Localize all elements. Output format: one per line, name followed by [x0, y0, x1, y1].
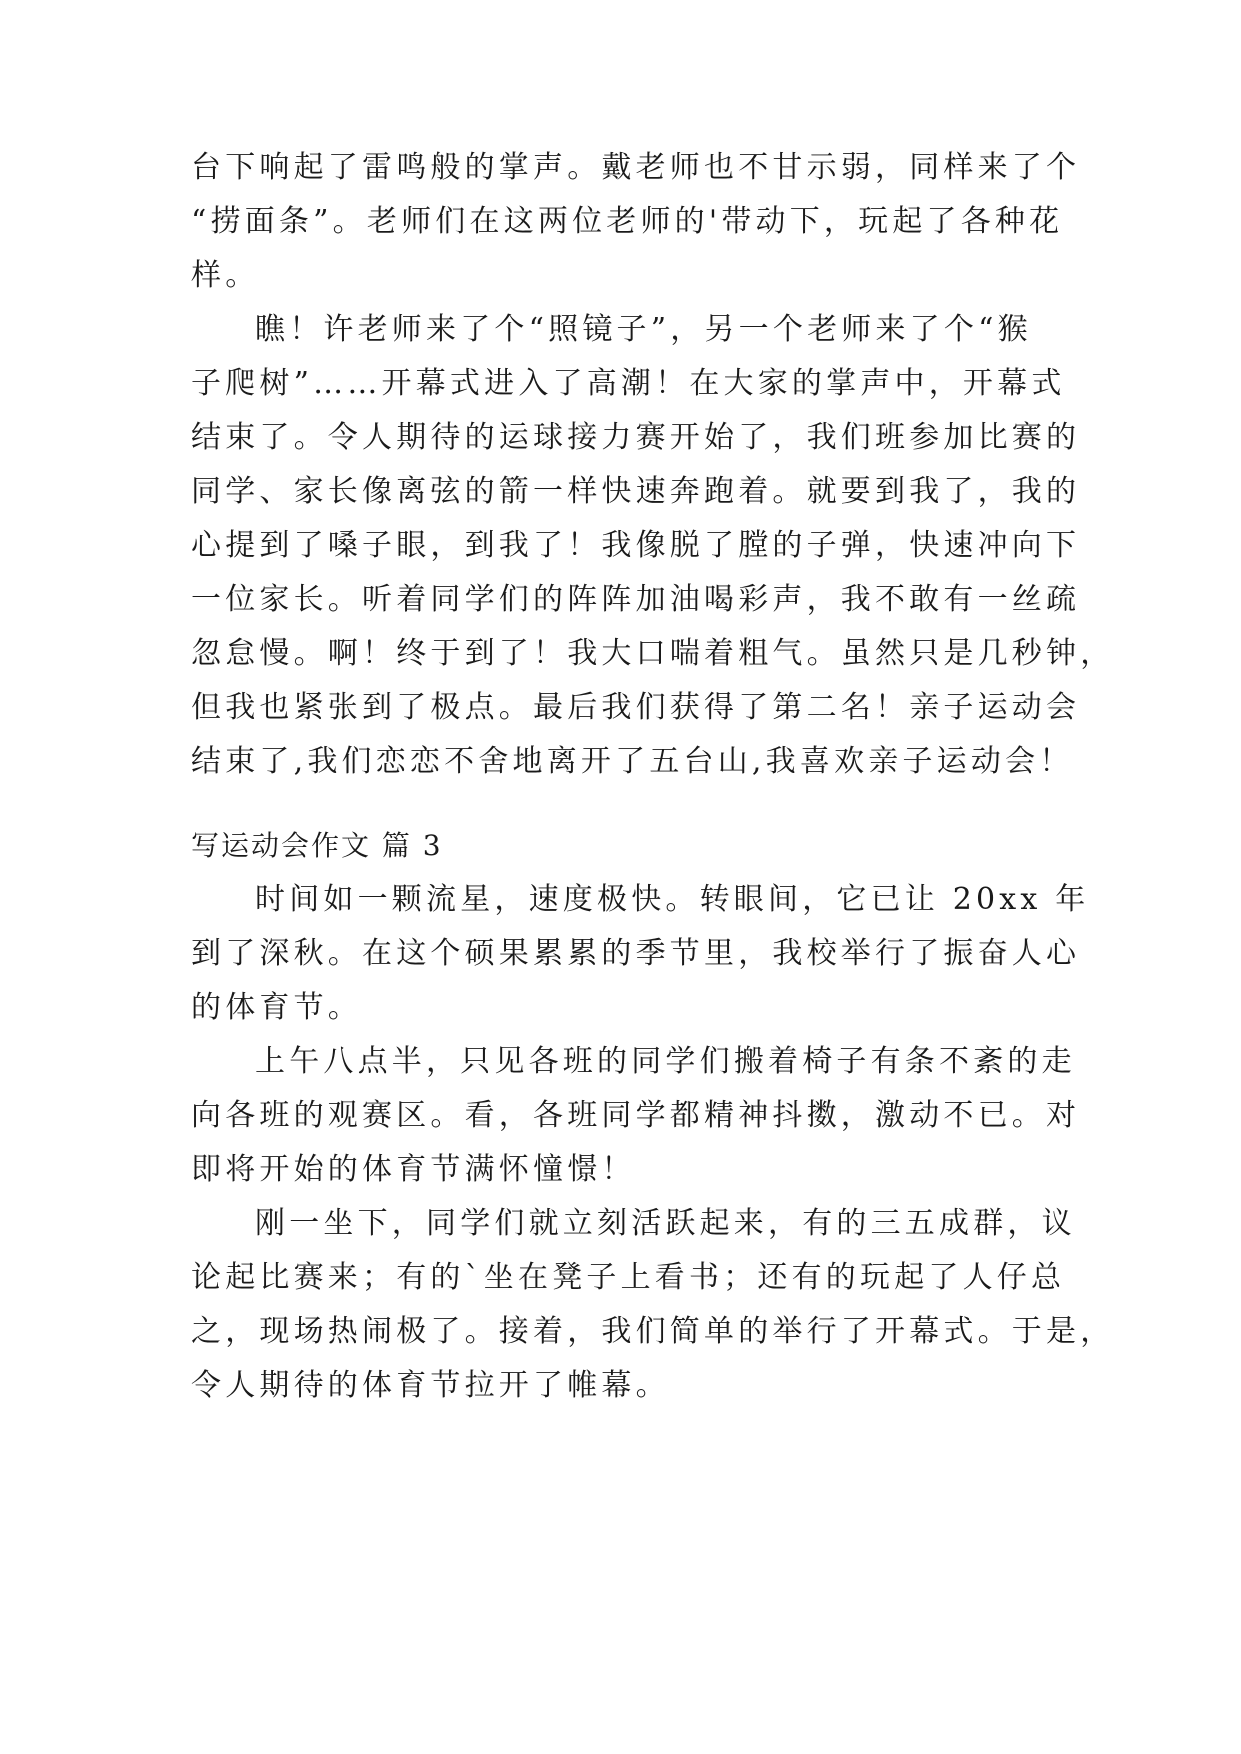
- text-line: 同学、家长像离弦的箭一样快速奔跑着。就要到我了，我的: [191, 474, 1081, 509]
- text-line: 论起比赛来；有的`坐在凳子上看书；还有的玩起了人仔总: [191, 1260, 1066, 1295]
- text-line: 结束了,我们恋恋不舍地离开了五台山,我喜欢亲子运动会！: [191, 744, 1074, 779]
- text-line: 刚一坐下，同学们就立刻活跃起来，有的三五成群，议: [255, 1206, 1076, 1241]
- text-line: 到了深秋。在这个硕果累累的季节里，我校举行了振奋人心: [191, 936, 1081, 971]
- text-line: 的体育节。: [191, 990, 362, 1025]
- text-line: 时间如一颗流星，速度极快。转眼间，它已让 20xx 年: [255, 882, 1090, 917]
- text-line: 瞧！许老师来了个“照镜子”，另一个老师来了个“猴: [255, 312, 1032, 347]
- text-line: 心提到了嗓子眼，到我了！我像脱了膛的子弹，快速冲向下: [191, 528, 1081, 563]
- text-line: 子爬树”……开幕式进入了高潮！在大家的掌声中，开幕式: [191, 366, 1066, 401]
- text-line: 结束了。令人期待的运球接力赛开始了，我们班参加比赛的: [191, 420, 1081, 455]
- text-line: 向各班的观赛区。看，各班同学都精神抖擞，激动不已。对: [191, 1098, 1081, 1133]
- text-line: 样。: [191, 258, 260, 293]
- text-line: 即将开始的体育节满怀憧憬！: [191, 1152, 636, 1187]
- text-line: 台下响起了雷鸣般的掌声。戴老师也不甘示弱，同样来了个: [191, 150, 1081, 185]
- text-line: 一位家长。听着同学们的阵阵加油喝彩声，我不敢有一丝疏: [191, 582, 1081, 617]
- section-heading: 写运动会作文 篇 3: [191, 829, 443, 862]
- text-line: 令人期待的体育节拉开了帷幕。: [191, 1368, 670, 1403]
- text-line: 忽怠慢。啊！终于到了！我大口喘着粗气。虽然只是几秒钟，: [191, 636, 1115, 671]
- text-line: 但我也紧张到了极点。最后我们获得了第二名！亲子运动会: [191, 690, 1081, 725]
- text-line: “捞面条”。老师们在这两位老师的'带动下，玩起了各种花: [191, 204, 1064, 239]
- text-line: 之，现场热闹极了。接着，我们简单的举行了开幕式。于是，: [191, 1314, 1115, 1349]
- text-line: 上午八点半，只见各班的同学们搬着椅子有条不紊的走: [255, 1044, 1076, 1079]
